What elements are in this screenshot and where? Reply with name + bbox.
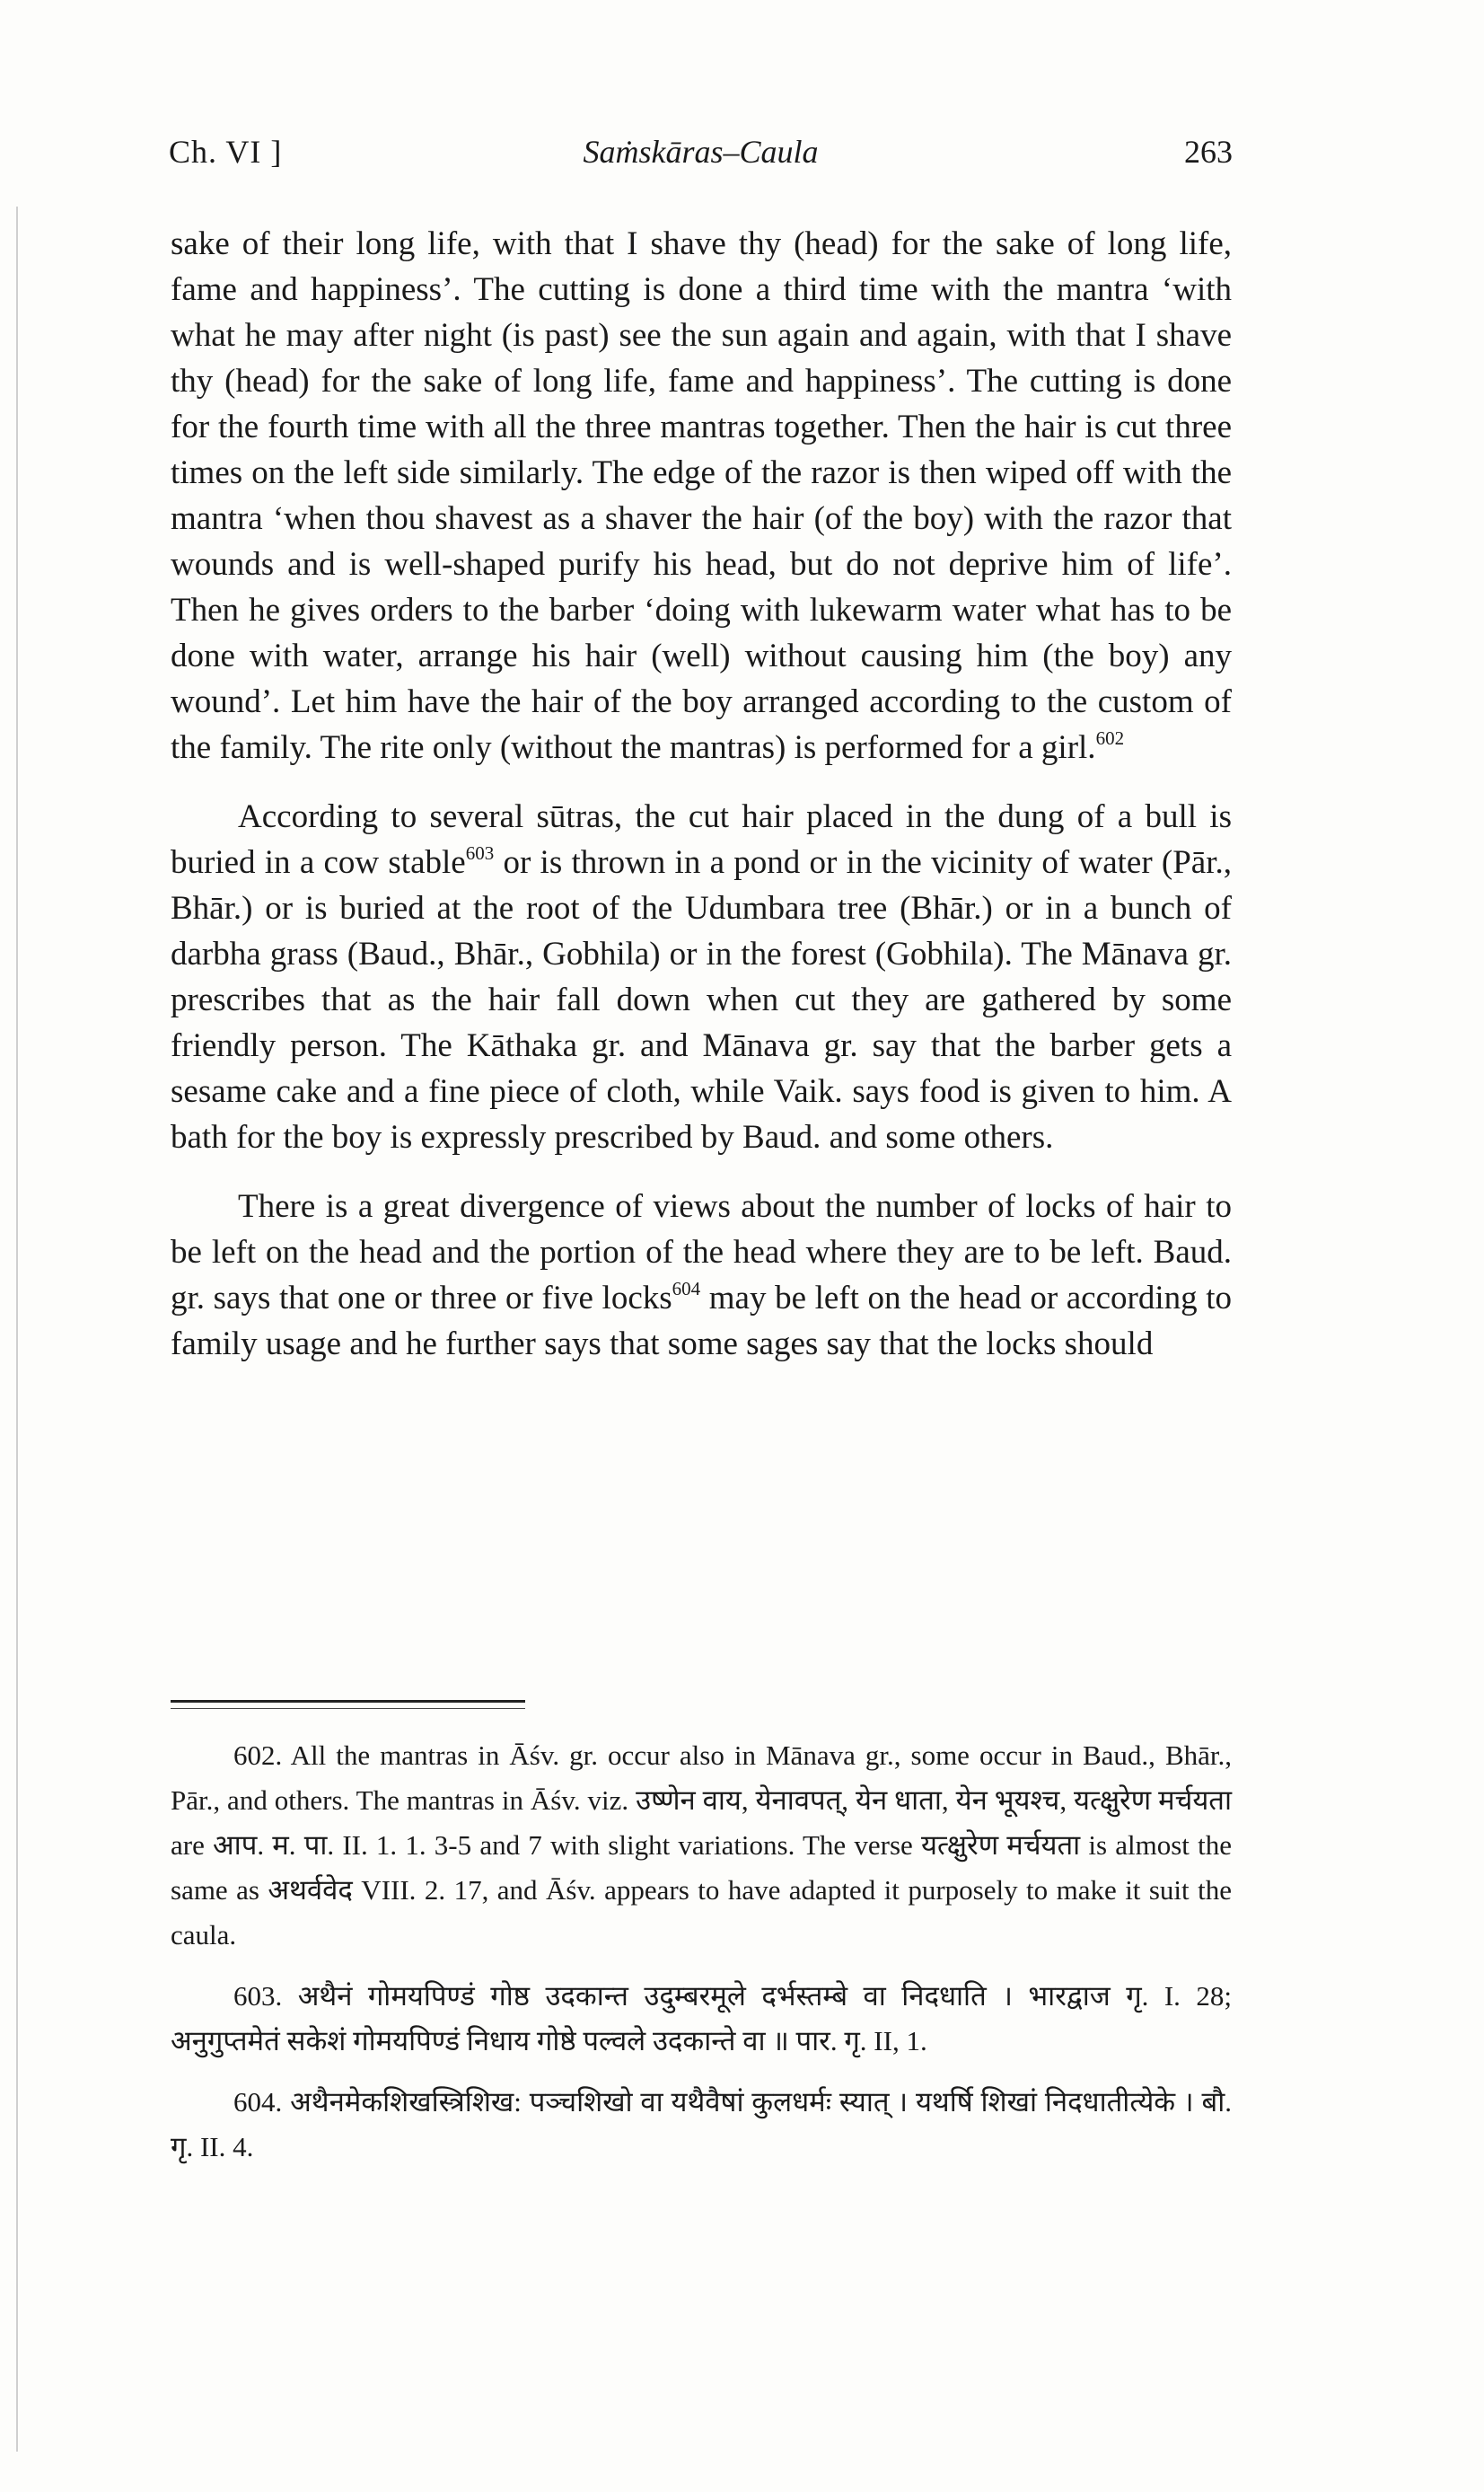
footnotes [171,1733,1232,2186]
footnote-602: 602. All the mantras in Āśv. gr. occur also in Mānava gr., some occur in Baud., Bhār., Pār., and others. The mantras in Āśv. viz. उष्णेन वाय, येनावपत्, येन धाता, येन भूयश्च, यत्क्षुरेण मर्चयता are आप. म. पा. II. 1. 1. 3-5 and 7 with slight variations. The verse यत्क्षुरेण मर्चयता is almost the same as अथर्ववेद VIII. 2. 17, and Āśv. appears to have adapted it purposely to make it suit the caula. [171,1739,1232,1950]
paragraph-1: sake of their long life, with that I shave thy (head) for the sake of long life, fame and happiness’. The cutting is done a third time with the mantra ‘with what he may after night (is past) see the sun again and again, with that I shave thy (head) for the sake of long life, fame and happiness’. The cutting is done for the fourth time with all the three mantras together. Then the hair is cut three times on the left side similarly. The edge of the razor is then wiped off with the mantra ‘when thou shavest as a shaver the hair (of the boy) with the razor that wounds and is well-shaped purify his head, but do not deprive him of life’. Then he gives orders to the barber ‘doing with lukewarm water what has to be done with water, arrange his hair (well) without causing him (the boy) any wound’. Let him have the hair of the boy arranged according to the custom of the family. The rite only (without the mantras) is performed for a girl.$^{602}$ [171,225,1232,766]
page-edge-line [16,207,18,2452]
running-header [169,133,1233,187]
footnote-604: 604. अथैनमेकशिखस्त्रिशिख: पञ्चशिखो वा यथैवैषां कुलधर्मः स्यात् । यथर्षि शिखां निदधातीत्येके । बौ. गृ. II. 4. [171,2086,1232,2162]
running-title: Saṁskāras–Caula [583,134,819,170]
page-number: 263 [1184,134,1233,170]
paragraph-3: There is a great divergence of views about the number of locks of hair to be left on the head and the portion of the head where they are to be left. Baud. gr. says that one or three or five locks$^{604}$ may be left on the head or according to family usage and he further says that some sages say that the locks should [171,1188,1232,1362]
footnote-ref-602: 602 [1095,727,1125,749]
footnote-ref-604: 604 [672,1278,701,1299]
chapter-label: Ch. VI ] [169,134,283,170]
footnote-rule [171,1700,525,1703]
paragraph-2: According to several sūtras, the cut hair placed in the dung of a bull is buried in a cow stable$^{603}$ or is thrown in a pond or in the vicinity of water (Pār., Bhār.) or is buried at the root of the Udumbara tree (Bhār.) or in a bunch of darbha grass (Baud., Bhār., Gobhila) or in the forest (Gobhila). The Mānava gr. prescribes that as the hair fall down when cut they are gathered by some friendly person. The Kāthaka gr. and Mānava gr. say that the barber gets a sesame cake and a fine piece of cloth, while Vaik. says food is given to him. A bath for the boy is expressly prescribed by Baud. and some others. [171,798,1233,1156]
main-text [171,221,1232,1390]
footnote-ref-603: 603 [465,842,495,864]
footnote-rule-thin [171,1708,525,1709]
footnote-603: 603. अथैनं गोमयपिण्डं गोष्ठ उदकान्त उदुम्बरमूले दर्भस्तम्बे वा निदधाति । भारद्वाज गृ. I. 28; अनुगुप्तमेतं सकेशं गोमयपिण्डं निधाय गोष्ठे पल्वले उदकान्ते वा ॥ पार. गृ. II, 1. [171,1980,1232,2056]
